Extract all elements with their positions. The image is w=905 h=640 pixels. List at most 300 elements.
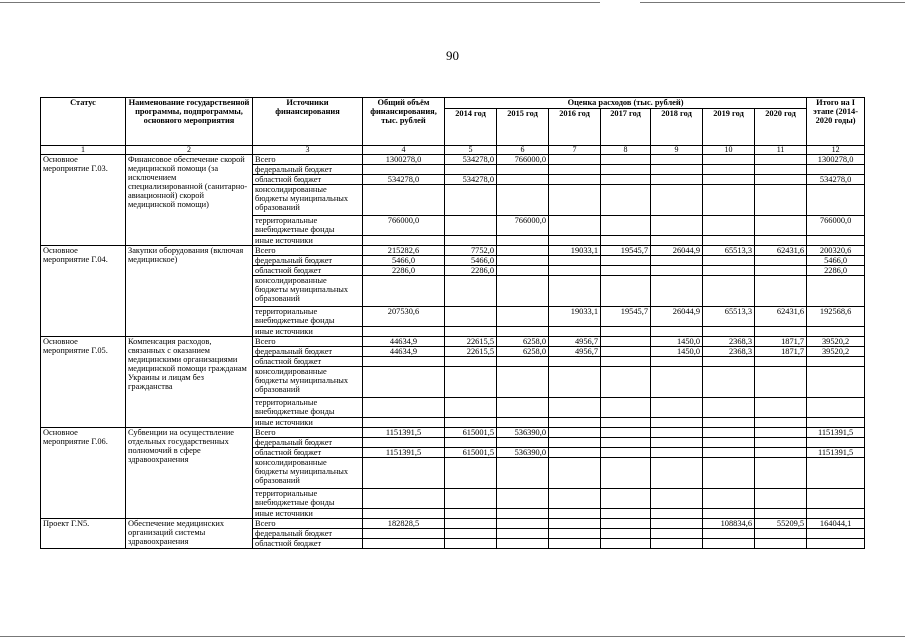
funding-source: областной бюджет [253,266,363,276]
funding-source: территориальные внебюджетные фонды [253,489,363,509]
amount-cell [807,357,865,367]
amount-cell [703,367,755,398]
funding-source: федеральный бюджет [253,438,363,448]
amount-cell [755,418,807,428]
amount-cell [601,448,651,458]
amount-cell [651,509,703,519]
amount-cell [497,185,549,216]
funding-source: федеральный бюджет [253,529,363,539]
column-number: 10 [703,146,755,155]
amount-cell [651,529,703,539]
amount-cell [755,256,807,266]
amount-cell: 766000,0 [497,216,549,236]
amount-cell [703,428,755,438]
amount-cell: 2286,0 [807,266,865,276]
amount-cell [807,418,865,428]
amount-cell [445,165,497,175]
row-program-name: Компенсация расходов, связанных с оказанием медицинскими организациями медицинской помощи гражданам Украины и лицам без гражданства [126,337,253,428]
amount-cell [549,489,601,509]
budget-table [40,97,865,549]
amount-cell: 6258,0 [497,347,549,357]
amount-cell [497,509,549,519]
amount-cell: 1871,7 [755,337,807,347]
amount-cell [549,367,601,398]
amount-cell [497,175,549,185]
amount-cell [601,165,651,175]
table-row [41,428,865,438]
funding-source: территориальные внебюджетные фонды [253,398,363,418]
amount-cell [703,276,755,307]
amount-cell [755,529,807,539]
amount-cell [445,519,497,529]
amount-cell [755,216,807,236]
amount-cell: 22615,5 [445,347,497,357]
amount-cell [363,398,445,418]
amount-cell: 536390,0 [497,448,549,458]
amount-cell: 2368,3 [703,337,755,347]
amount-cell [445,539,497,549]
amount-cell [601,367,651,398]
row-program-name: Обеспечение медицинских организаций системы здравоохранения [126,519,253,549]
amount-cell: 5466,0 [807,256,865,266]
amount-cell [755,175,807,185]
amount-cell [703,438,755,448]
amount-cell [601,489,651,509]
amount-cell [651,367,703,398]
amount-cell [651,438,703,448]
amount-cell [445,367,497,398]
amount-cell [549,236,601,246]
amount-cell: 1151391,5 [363,428,445,438]
amount-cell: 215282,6 [363,246,445,256]
table-row [41,337,865,347]
amount-cell: 534278,0 [363,175,445,185]
amount-cell: 19033,1 [549,307,601,327]
amount-cell: 200320,6 [807,246,865,256]
amount-cell [549,509,601,519]
header-estimate: Оценка расходов (тыс. рублей) [445,98,807,109]
column-number: 8 [601,146,651,155]
header-name: Наименование государственной программы, подпрограммы, основного мероприятия [126,98,253,146]
amount-cell: 766000,0 [497,155,549,165]
amount-cell [549,458,601,489]
amount-cell [601,327,651,337]
table-row [41,155,865,165]
amount-cell: 192568,6 [807,307,865,327]
amount-cell [549,438,601,448]
funding-source: федеральный бюджет [253,347,363,357]
amount-cell [651,266,703,276]
amount-cell [651,155,703,165]
amount-cell [703,256,755,266]
amount-cell [703,165,755,175]
amount-cell [807,529,865,539]
row-status: Основное мероприятие Г.06. [41,428,126,519]
amount-cell [601,276,651,307]
amount-cell: 5466,0 [363,256,445,266]
amount-cell [601,357,651,367]
amount-cell [445,357,497,367]
amount-cell [601,347,651,357]
amount-cell: 62431,6 [755,307,807,327]
amount-cell [497,438,549,448]
amount-cell [807,327,865,337]
amount-cell: 207530,6 [363,307,445,327]
amount-cell [549,428,601,438]
amount-cell [651,236,703,246]
column-number: 7 [549,146,601,155]
amount-cell [703,418,755,428]
amount-cell [363,185,445,216]
amount-cell [549,418,601,428]
funding-source: областной бюджет [253,448,363,458]
header-stage-total: Итого на I этапе (2014-2020 годы) [807,98,865,146]
amount-cell: 182828,5 [363,519,445,529]
amount-cell [703,448,755,458]
amount-cell [703,398,755,418]
amount-cell [497,539,549,549]
amount-cell: 65513,3 [703,307,755,327]
column-number: 2 [126,146,253,155]
amount-cell [497,357,549,367]
amount-cell [601,418,651,428]
amount-cell [755,539,807,549]
header-year: 2014 год [445,109,497,146]
amount-cell [703,529,755,539]
row-program-name: Финансовое обеспечение скорой медицинской помощи (за исключением специализированной (санитарно-авиационной) скорой медицинской помощи) [126,155,253,246]
funding-source: федеральный бюджет [253,256,363,266]
amount-cell [445,509,497,519]
amount-cell [755,458,807,489]
column-number: 1 [41,146,126,155]
amount-cell: 62431,6 [755,246,807,256]
funding-source: федеральный бюджет [253,165,363,175]
amount-cell [755,357,807,367]
amount-cell [651,428,703,438]
amount-cell: 534278,0 [445,155,497,165]
amount-cell [497,489,549,509]
amount-cell [651,398,703,418]
amount-cell [363,458,445,489]
header-year: 2017 год [601,109,651,146]
header-year: 2020 год [755,109,807,146]
row-status: Основное мероприятие Г.05. [41,337,126,428]
amount-cell [651,418,703,428]
amount-cell: 766000,0 [807,216,865,236]
amount-cell: 2368,3 [703,347,755,357]
amount-cell: 164044,1 [807,519,865,529]
amount-cell [601,256,651,266]
amount-cell [601,509,651,519]
amount-cell [549,266,601,276]
amount-cell: 1151391,5 [363,448,445,458]
row-status: Основное мероприятие Г.03. [41,155,126,246]
amount-cell [755,367,807,398]
amount-cell [363,489,445,509]
amount-cell [651,489,703,509]
amount-cell: 65513,3 [703,246,755,256]
amount-cell [651,165,703,175]
amount-cell [497,266,549,276]
amount-cell [445,307,497,327]
scan-edge-line [0,636,905,637]
amount-cell: 534278,0 [445,175,497,185]
amount-cell [755,276,807,307]
amount-cell [807,367,865,398]
amount-cell [601,539,651,549]
amount-cell [703,236,755,246]
amount-cell [807,236,865,246]
amount-cell [601,236,651,246]
amount-cell [807,438,865,448]
funding-source: областной бюджет [253,357,363,367]
amount-cell: 19545,7 [601,246,651,256]
amount-cell [651,185,703,216]
amount-cell [651,327,703,337]
header-year: 2016 год [549,109,601,146]
column-number: 9 [651,146,703,155]
amount-cell [651,256,703,266]
amount-cell: 44634,9 [363,347,445,357]
amount-cell: 22615,5 [445,337,497,347]
amount-cell: 2286,0 [445,266,497,276]
amount-cell [445,276,497,307]
amount-cell [497,256,549,266]
amount-cell [601,458,651,489]
amount-cell [497,165,549,175]
amount-cell [445,418,497,428]
amount-cell [363,529,445,539]
amount-cell [549,519,601,529]
amount-cell [807,165,865,175]
amount-cell [363,509,445,519]
amount-cell: 4956,7 [549,337,601,347]
funding-source: Всего [253,337,363,347]
amount-cell [445,216,497,236]
amount-cell: 39520,2 [807,347,865,357]
funding-source: консолидированные бюджеты муниципальных образований [253,458,363,489]
amount-cell [497,398,549,418]
amount-cell [363,357,445,367]
amount-cell [549,357,601,367]
amount-cell [703,155,755,165]
amount-cell [755,489,807,509]
amount-cell [601,216,651,236]
amount-cell [651,216,703,236]
amount-cell [703,509,755,519]
scan-edge-line [0,2,600,3]
amount-cell: 4956,7 [549,347,601,357]
amount-cell [445,185,497,216]
amount-cell [703,489,755,509]
row-program-name: Субвенции на осуществление отдельных государственных полномочий в сфере здравоохранения [126,428,253,519]
amount-cell [601,175,651,185]
amount-cell [497,367,549,398]
amount-cell [651,357,703,367]
amount-cell: 5466,0 [445,256,497,266]
amount-cell [755,428,807,438]
amount-cell: 1151391,5 [807,428,865,438]
amount-cell [601,266,651,276]
amount-cell [755,185,807,216]
column-number: 11 [755,146,807,155]
amount-cell [549,175,601,185]
amount-cell [807,509,865,519]
funding-source: иные источники [253,236,363,246]
scan-edge-line [640,2,905,3]
amount-cell [807,458,865,489]
amount-cell [497,276,549,307]
amount-cell: 1450,0 [651,347,703,357]
amount-cell [363,367,445,398]
amount-cell: 26044,9 [651,246,703,256]
column-number: 6 [497,146,549,155]
amount-cell: 1151391,5 [807,448,865,458]
amount-cell [755,236,807,246]
amount-cell [497,246,549,256]
funding-source: иные источники [253,418,363,428]
amount-cell [445,327,497,337]
amount-cell: 26044,9 [651,307,703,327]
row-status: Основное мероприятие Г.04. [41,246,126,337]
column-number: 12 [807,146,865,155]
amount-cell [807,398,865,418]
amount-cell [445,458,497,489]
funding-source: Всего [253,155,363,165]
amount-cell: 55209,5 [755,519,807,529]
amount-cell [549,216,601,236]
amount-cell [549,398,601,418]
amount-cell: 615001,5 [445,448,497,458]
amount-cell [549,165,601,175]
amount-cell [497,327,549,337]
column-number: 3 [253,146,363,155]
amount-cell: 44634,9 [363,337,445,347]
amount-cell [549,185,601,216]
amount-cell: 39520,2 [807,337,865,347]
header-total: Общий объём финансирования, тыс. рублей [363,98,445,146]
amount-cell [601,428,651,438]
funding-source: консолидированные бюджеты муниципальных образований [253,185,363,216]
amount-cell [445,398,497,418]
amount-cell: 1871,7 [755,347,807,357]
amount-cell [601,529,651,539]
funding-source: консолидированные бюджеты муниципальных образований [253,276,363,307]
amount-cell [601,438,651,448]
amount-cell [363,539,445,549]
funding-source: территориальные внебюджетные фонды [253,216,363,236]
amount-cell [601,185,651,216]
header-year: 2018 год [651,109,703,146]
amount-cell [807,539,865,549]
funding-source: консолидированные бюджеты муниципальных образований [253,367,363,398]
header-year: 2015 год [497,109,549,146]
amount-cell [497,519,549,529]
amount-cell [755,509,807,519]
amount-cell [549,327,601,337]
header-year: 2019 год [703,109,755,146]
amount-cell [363,236,445,246]
amount-cell [497,307,549,327]
column-number: 5 [445,146,497,155]
amount-cell [755,448,807,458]
amount-cell [807,185,865,216]
amount-cell [363,327,445,337]
column-number: 4 [363,146,445,155]
amount-cell [601,337,651,347]
amount-cell: 19545,7 [601,307,651,327]
amount-cell [445,236,497,246]
amount-cell [651,458,703,489]
page-number: 90 [446,48,459,63]
amount-cell [651,519,703,529]
funding-source: Всего [253,519,363,529]
amount-cell: 19033,1 [549,246,601,256]
amount-cell: 7752,0 [445,246,497,256]
amount-cell [497,236,549,246]
funding-source: территориальные внебюджетные фонды [253,307,363,327]
amount-cell: 1450,0 [651,337,703,347]
amount-cell [445,489,497,509]
amount-cell [755,155,807,165]
amount-cell [755,438,807,448]
funding-source: Всего [253,246,363,256]
amount-cell [703,357,755,367]
amount-cell: 534278,0 [807,175,865,185]
amount-cell: 1300278,0 [807,155,865,165]
amount-cell: 1300278,0 [363,155,445,165]
amount-cell [549,529,601,539]
table-row [41,519,865,529]
amount-cell: 2286,0 [363,266,445,276]
amount-cell [601,155,651,165]
amount-cell [549,276,601,307]
amount-cell [755,398,807,418]
amount-cell [363,418,445,428]
amount-cell: 766000,0 [363,216,445,236]
amount-cell [651,175,703,185]
amount-cell [601,519,651,529]
header-sources: Источники финансирования [253,98,363,146]
amount-cell [651,448,703,458]
amount-cell [601,398,651,418]
amount-cell [497,418,549,428]
amount-cell [445,438,497,448]
amount-cell: 615001,5 [445,428,497,438]
amount-cell [363,165,445,175]
amount-cell [549,448,601,458]
amount-cell: 108834,6 [703,519,755,529]
amount-cell [755,266,807,276]
amount-cell [703,185,755,216]
amount-cell [549,256,601,266]
amount-cell [651,276,703,307]
amount-cell: 536390,0 [497,428,549,438]
funding-source: областной бюджет [253,175,363,185]
funding-source: Всего [253,428,363,438]
funding-source: иные источники [253,509,363,519]
amount-cell [549,539,601,549]
funding-source: иные источники [253,327,363,337]
amount-cell [755,327,807,337]
row-status: Проект Г.N5. [41,519,126,549]
amount-cell [651,539,703,549]
amount-cell [703,266,755,276]
amount-cell [703,458,755,489]
amount-cell: 6258,0 [497,337,549,347]
amount-cell [549,155,601,165]
amount-cell [497,458,549,489]
